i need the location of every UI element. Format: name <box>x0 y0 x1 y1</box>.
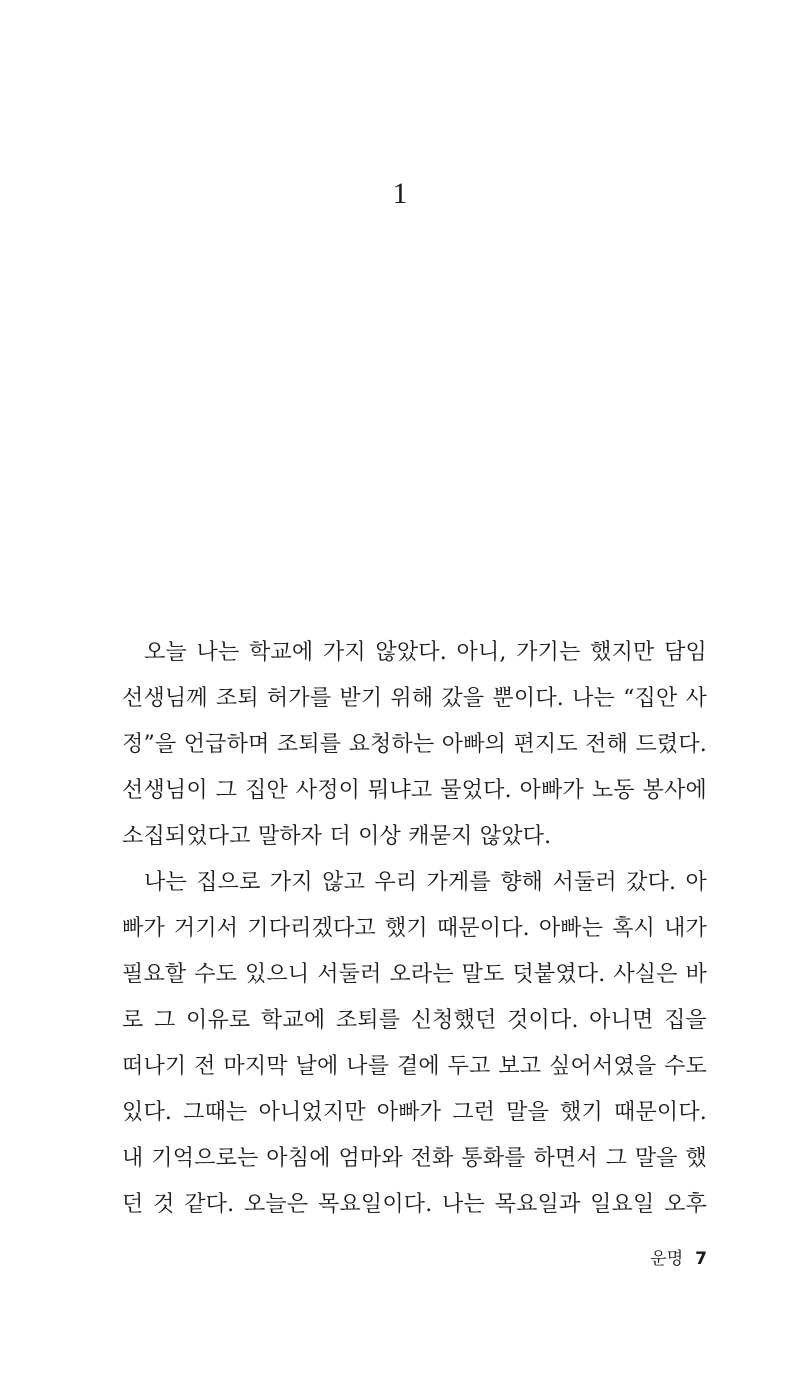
text-line: 있다. 그때는 아니었지만 아빠가 그런 말을 했기 때문이다. <box>122 1100 707 1125</box>
text-line: 떠나기 전 마지막 날에 나를 곁에 두고 보고 싶어서였을 수도 <box>122 1054 707 1079</box>
text-line: 소집되었다고 말하자 더 이상 캐묻지 않았다. <box>122 824 552 849</box>
text-line: 던 것 같다. 오늘은 목요일이다. 나는 목요일과 일요일 오후 <box>122 1192 707 1217</box>
text-line: 선생님께 조퇴 허가를 받기 위해 갔을 뿐이다. 나는 “집안 사 <box>122 686 707 711</box>
text-line: 나는 집으로 가지 않고 우리 가게를 향해 서둘러 갔다. 아 <box>144 870 707 895</box>
text-line: 선생님이 그 집안 사정이 뭐냐고 물었다. 아빠가 노동 봉사에 <box>122 778 707 803</box>
running-title: 운명 <box>650 1249 684 1269</box>
body-text <box>122 630 707 1228</box>
text-line: 로 그 이유로 학교에 조퇴를 신청했던 것이다. 아니면 집을 <box>122 1008 707 1033</box>
text-line: 정”을 언급하며 조퇴를 요청하는 아빠의 편지도 전해 드렸다. <box>122 732 707 757</box>
text-line: 내 기억으로는 아침에 엄마와 전화 통화를 하면서 그 말을 했 <box>122 1146 707 1171</box>
page-footer <box>650 1247 707 1271</box>
text-line: 빠가 거기서 기다리겠다고 했기 때문이다. 아빠는 혹시 내가 <box>122 916 707 941</box>
text-line: 필요할 수도 있으니 서둘러 오라는 말도 덧붙였다. 사실은 바 <box>122 962 707 987</box>
page-number: 7 <box>695 1249 707 1269</box>
text-line: 오늘 나는 학교에 가지 않았다. 아니, 가기는 했지만 담임 <box>144 640 707 665</box>
chapter-number: 1 <box>392 177 408 210</box>
